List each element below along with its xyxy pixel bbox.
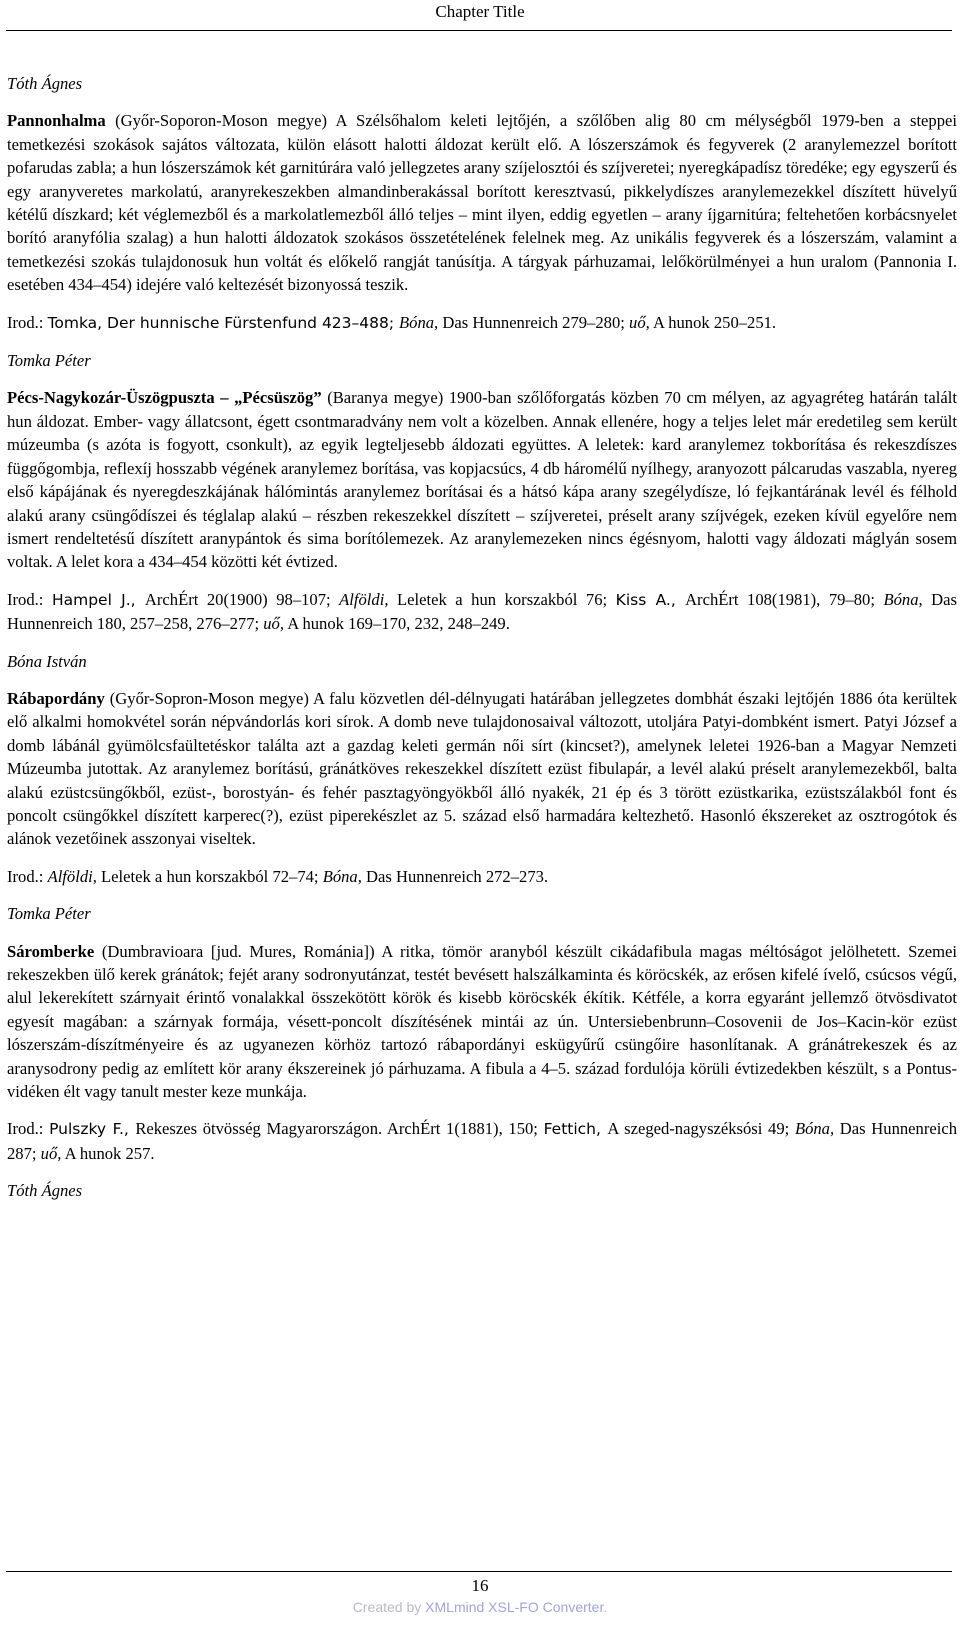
entry-author: Bóna István [7, 651, 87, 671]
ref-work: Der hunnische Fürstenfund 423–488; [107, 313, 400, 332]
entry-rabapordany [7, 687, 957, 851]
ref-work: Das Hunnenreich 272–273. [361, 866, 549, 886]
entry-title: Pannonhalma [7, 111, 106, 131]
entry-author: Tomka Péter [7, 904, 91, 924]
entry-pecs-nagykozar [7, 386, 957, 573]
ref-label: Irod.: [7, 1119, 50, 1139]
chapter-title: Chapter Title [435, 2, 525, 21]
entry-text: (Baranya megye) 1900-ban szőlőforgatás közben 70 cm mélyen, az agyagréteg határán talált hun áldozat. Ember- vagy állatcsont, égett csontmaradvány nem volt a közelben. Annak ellenére, hogy a teljes lelet már eredetileg sem került múzeumba (s azóta is fogyott, csonkult), az egyik legteljesebb áldozati együttes. A leletek: kard aranylemez tokborítása és rekeszdíszes függőgombja, reflexíj hosszabb végének aranylemez borítása, vas kopjacsúcs, 4 db háromélű nyílhegy, aranyozott pálcarudas vaszabla, nyereg első kápájának és nyeregdeszkájának hálómintás aranylemez borításai és a hátsó kápa arany szegélydísze, ló fejkantárának levél és félhold alakú arany csüngődíszei és téglalap alakú – részben rekeszekkel díszített – szíjveretei, préselt arany szíjvégek, ezeken kívül egyelőre nem ismert rendeltetésű díszített aranypántok és sima borítólemezek. Az aranylemezeken nincs égésnyom, halotti vagy áldozati máglyán sosem voltak. A lelet kora a 434–454 közötti két évtized. [7, 388, 957, 572]
ref-work: ArchÉrt 1(1881), 150; [386, 1119, 544, 1139]
ref-work: Das Hunnenreich 279–280; [438, 312, 630, 332]
entry-saromberke [7, 940, 957, 1104]
ref-author: Pulszky F., [49, 1120, 136, 1139]
ref-work: Leletek a hun korszakból 76; [388, 589, 616, 609]
entry-references [7, 588, 957, 636]
entry-title: Pécs-Nagykozár-Üszögpuszta – „Pécsüszög” [7, 388, 322, 408]
ref-work: A szeged-nagyszéksósi 49; [607, 1119, 795, 1139]
ref-author: Fettich, [543, 1120, 608, 1139]
credit-prefix: Created by [352, 1599, 426, 1615]
entry-title: Sáromberke [7, 941, 95, 961]
ref-author: Alföldi, [47, 866, 97, 886]
ref-work: Leletek a hun korszakból 72–74; [96, 866, 323, 886]
ref-author: Bóna, [322, 866, 362, 886]
ref-author: Bóna, [883, 589, 923, 609]
page-number: 16 [471, 1576, 489, 1595]
ref-author: Hampel J., [51, 590, 145, 609]
ref-author: uő, [629, 312, 650, 332]
closing-author: Tóth Ágnes [7, 1181, 83, 1201]
ref-author: Bóna, [399, 312, 439, 332]
ref-author: Alföldi, [339, 589, 389, 609]
header-rule [6, 30, 952, 31]
ref-work: A hunok 250–251. [649, 312, 777, 332]
ref-author: Tomka, [47, 313, 108, 332]
footer-rule [6, 1571, 952, 1572]
ref-author: Bóna, [794, 1119, 835, 1139]
entry-references [7, 865, 957, 888]
entry-text: (Dumbravioara [jud. Mures, Románia]) A ritka, tömör aranyból készült cikádafibula magas méltóságot jelölhetett. Szemei rekeszekben ülő kerek gránátok; fejét arany sodronyutánzat, testét bevésett halszálkaminta és köröcskék, az erősen kifelé ívelő, csúcsos végű, alul lekerekített szárnyait érintő vonalakkal összekötött körök és kisebb köröcskék ékítik. Kétféle, a korra egyaránt jellemző ötvösdivatot egyesít magában: a szárnyak formája, vésett-poncolt díszítésének mintái az ún. Untersiebenbrunn–Cosovenii de Jos–Kacin-kör ezüst lószerszám-díszítményeire és az ugyanezen körhöz tartozó rábapordányi eskügyűrű csüngőire hasonlítanak. A gránátrekeszek és az aranysodrony pedig az említett kör arany ékszereinek jó párhuzama. A fibula a 4–5. század fordulója körüli évtizedekben készült, s a Pontus-vidéken élt vagy tanult mester keze munkája. [7, 941, 957, 1102]
ref-label: Irod.: [7, 866, 48, 886]
entry-text: (Győr-Soporon-Moson megye) A Szélsőhalom keleti lejtőjén, a szőlőben alig 80 cm mélységből 1979-ben a steppei temetkezési szokások sajátos változata, külön elásott halotti áldozat került elő. A lószerszámok és fegyverek (2 aranylemezzel borított pofarudas zabla; a hun lószerszámok két garnitúrára való jellegzetes arany szíjelosztói és szíjveretei; nyeregkápadísz töredéke; egy egyszerű és egy aranyveretes markolatú, aranyrekeszekben almandinberakással borított keresztvasú, pikkelydíszes aranylemezekkel díszített hüvelyű kétélű díszkard; két véglemezből és a markolatlemezből álló teljes – mint ilyen, eddig egyetlen – arany íjgarnitúra; feltehetően korbácsnyelet borító aranyfólia szalag) a hun halotti áldozatok szokásos összetételének felelnek meg. Az unikális fegyverek és a lószerszám, valamint a temetkezési szokás tulajdonosuk hun voltát és előkelő rangját tanúsítja. A tárgyak párhuzamai, lelőkörülményei a hun uralom (Pannonia I. esetében 434–454) idejére való keltezését bizonyossá teszik. [7, 111, 957, 295]
entry-author: Tomka Péter [7, 351, 91, 371]
entry-pannonhalma [7, 109, 957, 296]
entry-references [7, 1117, 957, 1165]
credit-suffix: . [603, 1599, 608, 1615]
ref-label: Irod.: [7, 589, 52, 609]
running-header [0, 0, 960, 30]
entry-title: Rábapordány [7, 688, 105, 708]
ref-work: Das Hunnenreich 287; [7, 1119, 957, 1163]
ref-label: Irod.: [7, 312, 48, 332]
ref-work: A hunok 257. [61, 1143, 155, 1163]
ref-work: A hunok 169–170, 232, 248–249. [284, 614, 510, 634]
ref-work: ArchÉrt 108(1981), 79–80; [685, 589, 884, 609]
ref-author: uő, [40, 1143, 62, 1163]
entry-author: Tóth Ágnes [7, 74, 83, 93]
ref-author: uő, [263, 614, 284, 634]
generator-credit [0, 1599, 960, 1615]
credit-brand: XMLmind XSL-FO Converter [425, 1599, 604, 1615]
ref-work: Rekeszes ötvösség Magyarországon. [135, 1119, 387, 1139]
ref-work: ArchÉrt 20(1900) 98–107; [144, 589, 340, 609]
ref-author: Kiss A., [615, 590, 686, 609]
entry-text: (Győr-Sopron-Moson megye) A falu közvetlen dél-délnyugati határában jellegzetes dombhát északi lejtőjén 1886 óta kerültek elő alkalmi homokvétel során népvándorlás kori sírok. A domb neve tulajdonosaival változott, utoljára Patyi-dombként ismert. Patyi József a domb lábánál gyümölcsfaültetéskor találta azt a gazdag keleti germán női sírt (kincset?), amelynek leletei 1926-ban a Magyar Nemzeti Múzeumba jutottak. Az aranylemez borítású, gránátköves rekeszekkel díszített ezüst fibulapár, a levél alakú préselt aranylemezekből, balta alakú ezüstcsüngőkből, ezüst-, borostyán- és fehér pasztagyöngyökből álló nyakék, 21 ép és 3 törött ezüstkarika, ezüstszálakból font és poncolt csüngőkkel díszített karperec(?), ezüst piperekészlet az 5. század első harmadára keltezhető. Hasonló ékszereket az osztrogótok és alánok vezetőinek asszonyai viseltek. [7, 688, 957, 849]
ref-work: Das Hunnenreich 180, 257–258, 276–277; [7, 589, 957, 634]
page-body [7, 72, 957, 1217]
entry-references [7, 311, 957, 335]
